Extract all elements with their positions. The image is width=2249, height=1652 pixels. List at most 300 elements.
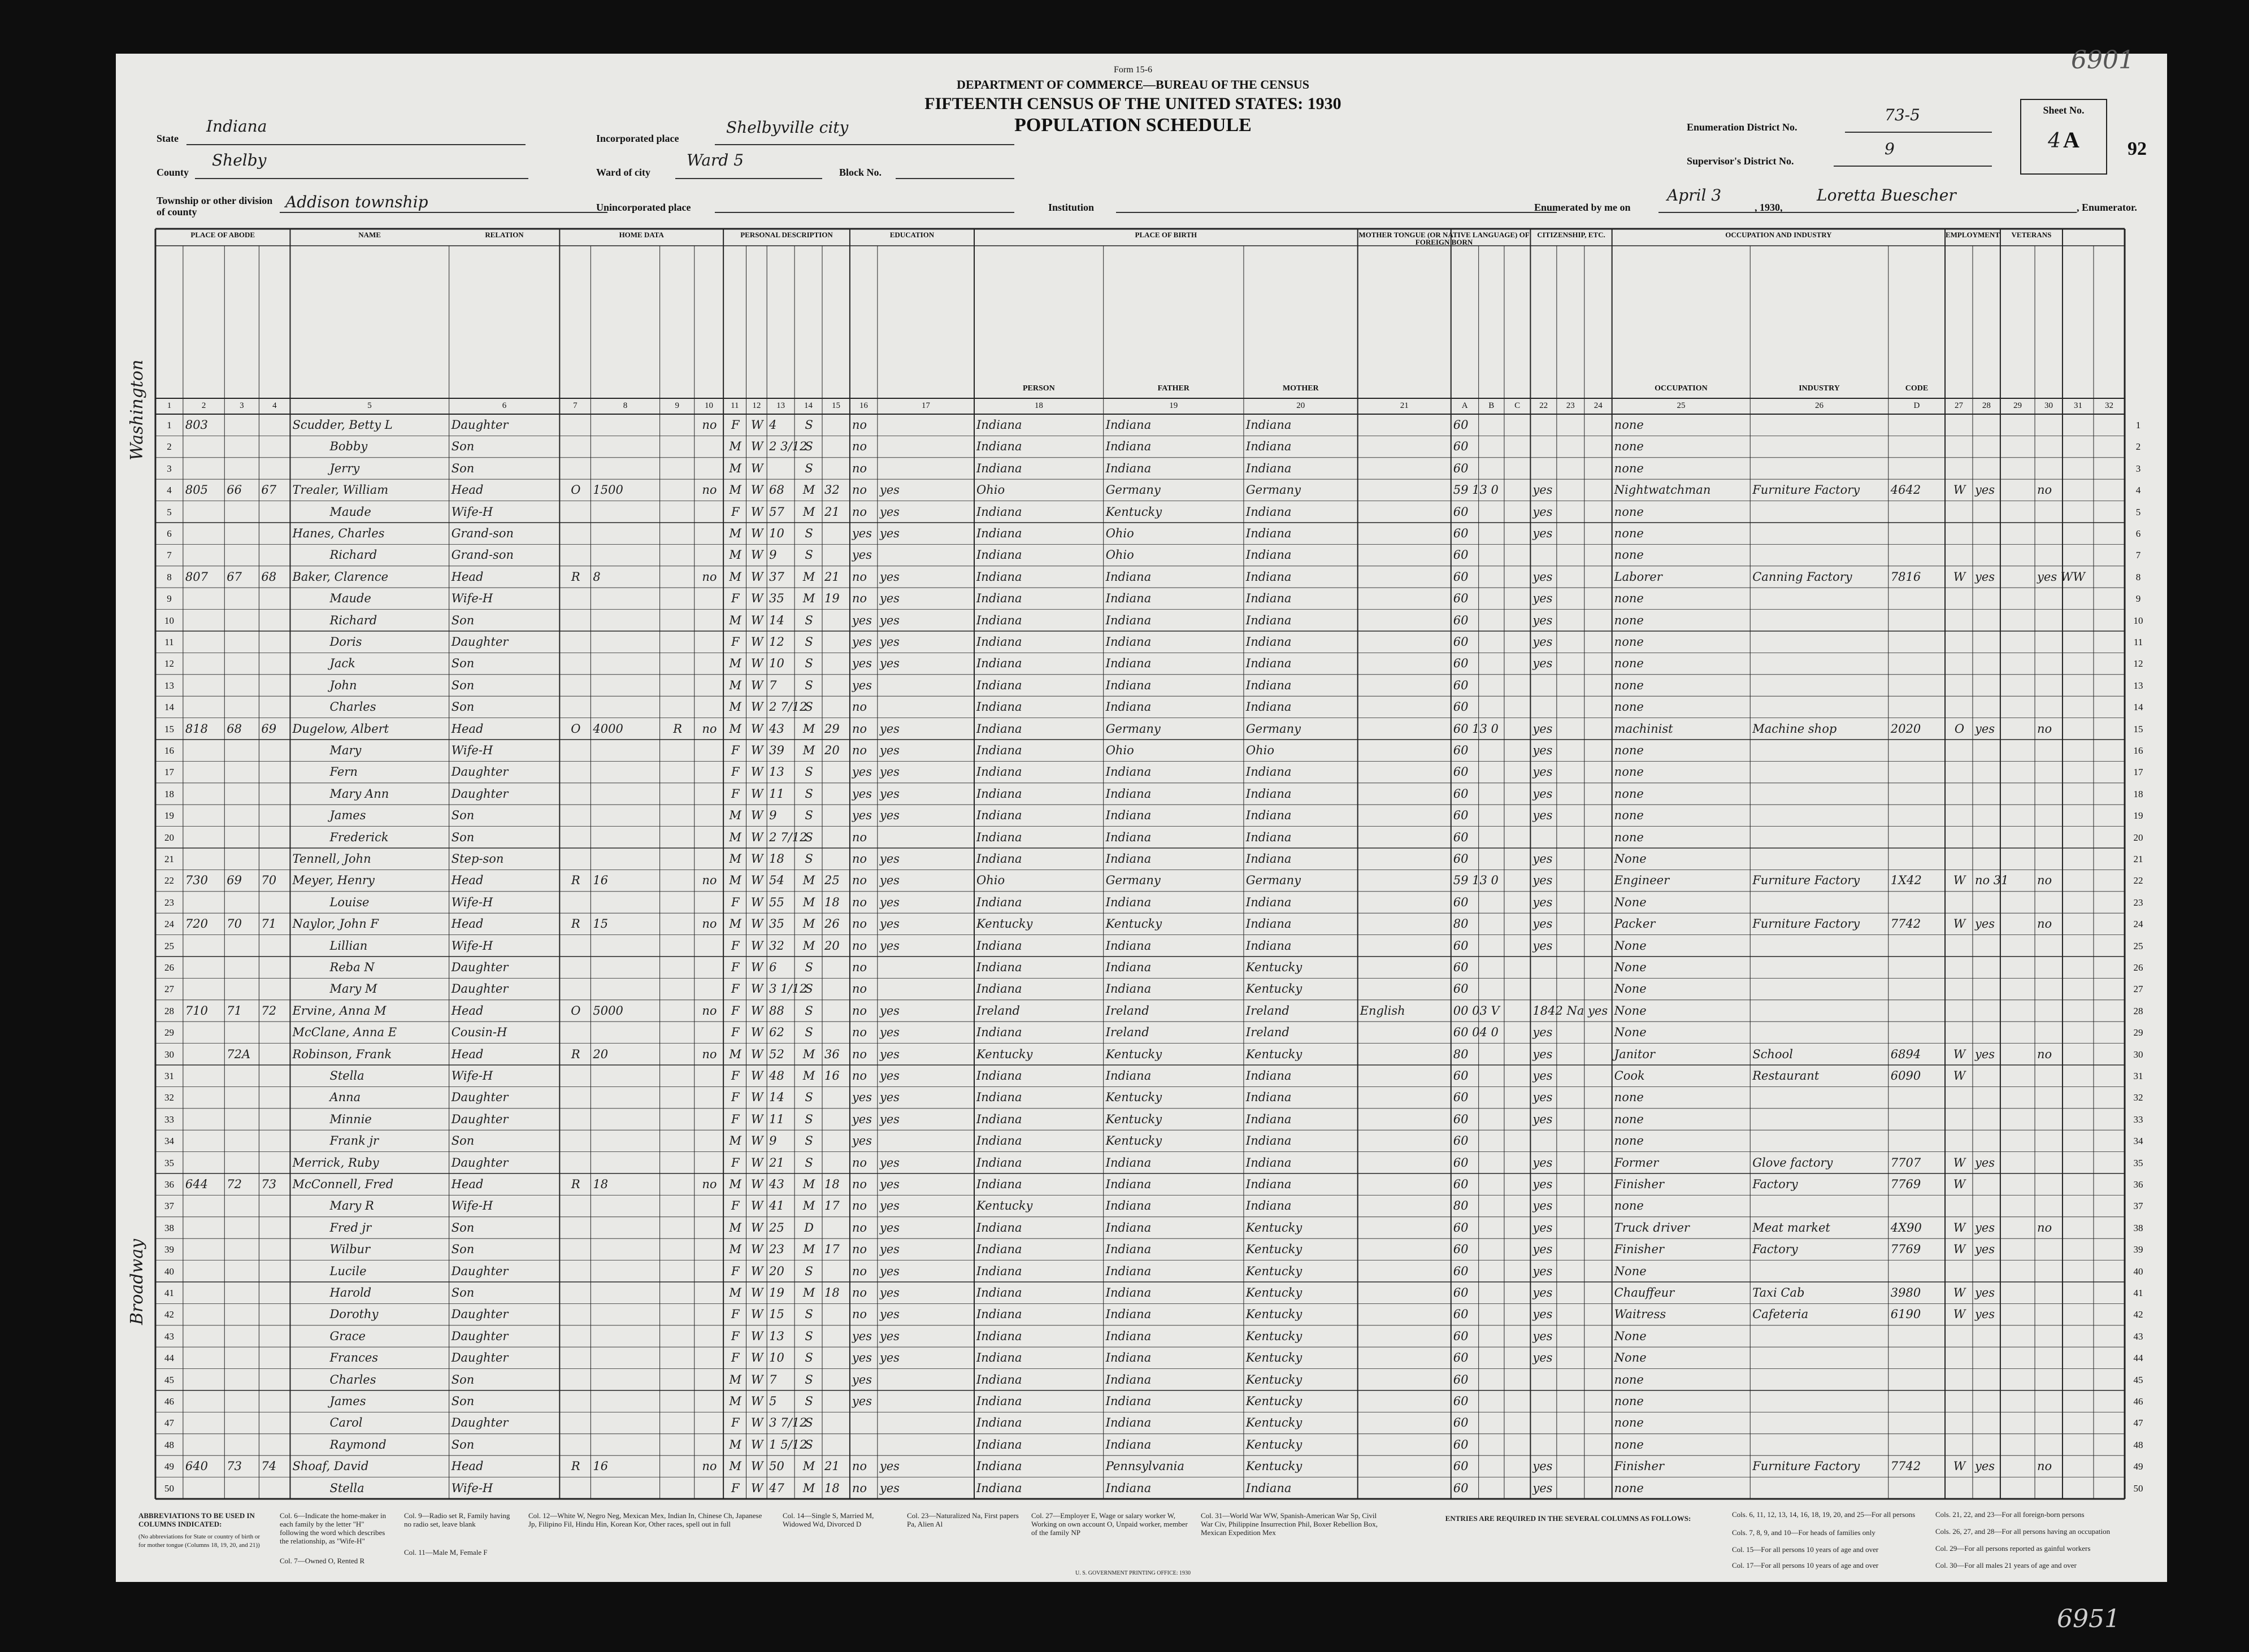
cell-occ: Finisher xyxy=(1614,1242,1664,1257)
cell-sex: F xyxy=(731,1025,740,1040)
cell-age: 10 xyxy=(769,527,784,540)
cell-race: W xyxy=(751,1155,763,1170)
cell-sex: M xyxy=(729,657,742,671)
cell-cit: yes xyxy=(1532,938,1553,953)
cell-agem: 20 xyxy=(824,744,840,757)
cell-race: W xyxy=(751,1372,763,1386)
cell-race: W xyxy=(751,765,763,779)
cell-age: 52 xyxy=(769,1047,784,1061)
footer-col11: Col. 11—Male M, Female F xyxy=(404,1548,488,1557)
cell-emp: yes xyxy=(1974,721,1995,736)
cell-cit: yes xyxy=(1532,1307,1553,1321)
cell-fpob: Indiana xyxy=(1105,1264,1152,1278)
cell-school: yes xyxy=(852,613,872,627)
cell-rel: Wife-H xyxy=(451,895,493,909)
cell-read: yes xyxy=(879,1307,900,1321)
cell-rel: Daughter xyxy=(451,1155,509,1170)
cell-name: Merrick, Ruby xyxy=(292,1155,379,1170)
cell-value: 4000 xyxy=(593,721,623,736)
cell-cit: yes xyxy=(1532,1177,1553,1191)
cell-agem: 21 xyxy=(824,1459,840,1473)
group-heading: HOME DATA xyxy=(619,231,664,239)
cell-age: 88 xyxy=(769,1003,784,1018)
cell-school: no xyxy=(852,1025,867,1040)
cell-cls: W xyxy=(1953,483,1966,497)
cell-icode: 1X42 xyxy=(1890,873,1922,888)
cell-emp: yes xyxy=(1974,569,1995,584)
institution-label: Institution xyxy=(1048,202,1095,213)
cell-icode: 7769 xyxy=(1890,1177,1921,1191)
row-number: 14 xyxy=(164,702,174,713)
cell-race: W xyxy=(751,1459,763,1473)
cell-icode: 7742 xyxy=(1890,917,1921,931)
cell-code: 60 xyxy=(1453,1242,1469,1257)
cell-pob: Indiana xyxy=(976,1351,1022,1365)
column-number: 6 xyxy=(502,401,507,410)
cell-vet: no xyxy=(2037,917,2052,931)
cell-mpob: Indiana xyxy=(1245,700,1292,714)
cell-mpob: Indiana xyxy=(1245,830,1292,844)
group-heading: VETERANS xyxy=(2011,231,2052,239)
entries-3: Col. 15—For all persons 10 years of age and over xyxy=(1732,1545,1879,1554)
cell-mpob: Indiana xyxy=(1245,569,1292,584)
cell-cit: yes xyxy=(1532,635,1553,649)
cell-value: 20 xyxy=(593,1047,609,1061)
cell-school: no xyxy=(852,721,867,736)
cell-sex: M xyxy=(729,721,742,736)
cell-occ: Truck driver xyxy=(1614,1220,1690,1234)
row-number: 31 xyxy=(164,1071,174,1081)
cell-rel: Son xyxy=(451,678,475,692)
cell-pob: Indiana xyxy=(976,1394,1022,1408)
row-number-right: 9 xyxy=(2135,593,2141,605)
entries-6: Cols. 26, 27, and 28—For all persons having an occupation xyxy=(1935,1527,2111,1536)
cell-mpob: Indiana xyxy=(1245,765,1292,779)
row-number-right: 45 xyxy=(2133,1374,2143,1385)
cell-school: no xyxy=(852,1177,867,1191)
cell-read: yes xyxy=(879,1177,900,1191)
cell-occ: none xyxy=(1614,1134,1644,1148)
cell-cit: yes xyxy=(1532,744,1553,757)
column-number: 19 xyxy=(1169,401,1178,410)
cell-fam: 70 xyxy=(261,873,277,888)
cell-read: yes xyxy=(879,483,900,497)
cell-value: 16 xyxy=(593,873,609,888)
cell-mar: M xyxy=(802,895,815,909)
cell-fpob: Kentucky xyxy=(1105,1112,1162,1126)
cell-tenure: O xyxy=(571,483,581,497)
cell-race: W xyxy=(751,461,763,475)
cell-mpob: Indiana xyxy=(1245,1199,1292,1213)
row-number: 23 xyxy=(164,897,174,908)
cell-cit: yes xyxy=(1532,505,1553,519)
cell-race: W xyxy=(751,873,763,888)
cell-name: Charles xyxy=(329,700,376,714)
cell-school: no xyxy=(852,461,867,475)
cell-rel: Head xyxy=(451,873,484,888)
sub-heading-occupation: OCCUPATION xyxy=(1655,384,1708,393)
row-number: 18 xyxy=(164,788,174,799)
row-number: 3 xyxy=(167,463,172,474)
cell-house: 805 xyxy=(185,483,208,497)
cell-cit: yes xyxy=(1532,895,1553,909)
cell-mpob: Indiana xyxy=(1245,613,1292,627)
cell-sex: M xyxy=(729,873,742,888)
row-number-right: 20 xyxy=(2133,832,2143,843)
cell-fpob: Indiana xyxy=(1105,1069,1152,1083)
cell-mar: S xyxy=(805,1416,813,1430)
enumerated-date: April 3 xyxy=(1667,186,1722,205)
cell-school: no xyxy=(852,1003,867,1018)
cell-fpob: Indiana xyxy=(1105,635,1152,649)
cell-fpob: Pennsylvania xyxy=(1105,1459,1184,1473)
cell-icode: 7707 xyxy=(1890,1155,1921,1170)
cell-race: W xyxy=(751,700,763,714)
cell-rel: Head xyxy=(451,721,484,736)
cell-cit: yes xyxy=(1532,483,1553,497)
cell-sex: F xyxy=(731,1329,740,1343)
cell-mar: S xyxy=(805,1351,813,1365)
cell-race: W xyxy=(751,1264,763,1278)
cell-occ: Cook xyxy=(1614,1069,1645,1083)
cell-fpob: Indiana xyxy=(1105,1394,1152,1408)
supervisor-label: Supervisor's District No. xyxy=(1687,155,1794,167)
cell-code: 60 xyxy=(1453,1220,1469,1234)
cell-mar: S xyxy=(805,635,813,649)
cell-name: Hanes, Charles xyxy=(292,527,385,540)
cell-tenure: O xyxy=(571,721,581,736)
cell-rel: Daughter xyxy=(451,982,509,996)
cell-age: 2 3/12 xyxy=(769,440,807,454)
cell-sex: M xyxy=(729,852,742,866)
cell-rel: Head xyxy=(451,569,484,584)
column-number: 15 xyxy=(831,401,840,410)
cell-occ: none xyxy=(1614,527,1644,540)
cell-sex: F xyxy=(731,1481,740,1495)
cell-name: Lucile xyxy=(329,1264,367,1278)
cell-fpob: Indiana xyxy=(1105,700,1152,714)
cell-rel: Grand-son xyxy=(451,548,514,562)
cell-mar: S xyxy=(805,765,813,779)
cell-cit: yes xyxy=(1532,1090,1553,1105)
cell-cit: yes xyxy=(1532,657,1553,671)
row-number-right: 28 xyxy=(2133,1005,2143,1016)
row-number: 38 xyxy=(164,1222,174,1233)
row-number-right: 26 xyxy=(2133,962,2143,973)
cell-house: 640 xyxy=(185,1459,208,1473)
cell-mpob: Ireland xyxy=(1245,1025,1290,1040)
cell-rel: Head xyxy=(451,1047,484,1061)
cell-sex: F xyxy=(731,1090,740,1105)
cell-name: Harold xyxy=(329,1286,372,1299)
cell-school: no xyxy=(852,744,867,757)
row-number: 39 xyxy=(164,1244,174,1255)
footer-col9: Col. 9—Radio set R, Family having no radio set, leave blank xyxy=(404,1511,510,1528)
cell-code: 60 13 0 xyxy=(1453,721,1499,736)
row-number: 46 xyxy=(164,1396,174,1407)
abbrev-title: ABBREVIATIONS TO BE USED IN COLUMNS INDICATED: xyxy=(138,1511,255,1528)
row-number: 29 xyxy=(164,1027,174,1038)
cell-farm: no xyxy=(702,418,717,432)
cell-occ: Former xyxy=(1614,1155,1659,1170)
cell-rel: Daughter xyxy=(451,1264,509,1278)
row-number-right: 25 xyxy=(2133,940,2143,951)
cell-house: 807 xyxy=(185,569,208,584)
row-number-right: 18 xyxy=(2133,788,2143,799)
corner-number-bottom: 6951 xyxy=(2057,1605,2120,1633)
cell-occ: Chauffeur xyxy=(1614,1286,1675,1299)
cell-name: Bobby xyxy=(329,440,368,454)
cell-age: 10 xyxy=(769,657,784,671)
cell-rel: Wife-H xyxy=(451,1199,493,1213)
row-number: 41 xyxy=(164,1288,174,1298)
cell-dw: 73 xyxy=(227,1459,242,1473)
column-number: D xyxy=(1913,401,1920,410)
cell-fam: 67 xyxy=(261,483,277,497)
block-label: Block No. xyxy=(839,167,882,178)
cell-fpob: Ohio xyxy=(1105,744,1134,757)
cell-age: 9 xyxy=(769,808,777,823)
cell-mpob: Indiana xyxy=(1245,938,1292,953)
cell-school: yes xyxy=(852,1329,872,1343)
cell-age: 62 xyxy=(769,1025,784,1040)
row-number-right: 7 xyxy=(2135,550,2141,561)
cell-occ: none xyxy=(1614,548,1644,562)
cell-name: James xyxy=(329,808,366,823)
cell-name: Mary Ann xyxy=(329,786,389,801)
cell-mpob: Kentucky xyxy=(1245,1286,1302,1299)
cell-school: no xyxy=(852,852,867,866)
cell-mpob: Kentucky xyxy=(1245,1394,1302,1408)
row-number: 50 xyxy=(164,1483,174,1494)
row-number: 22 xyxy=(164,875,174,886)
cell-occ: none xyxy=(1614,505,1644,519)
cell-occ: Waitress xyxy=(1614,1307,1666,1321)
row-number-right: 49 xyxy=(2133,1461,2143,1472)
cell-code: 60 xyxy=(1453,786,1469,801)
cell-pob: Indiana xyxy=(976,1177,1022,1191)
cell-pob: Indiana xyxy=(976,1134,1022,1148)
row-number-right: 48 xyxy=(2133,1439,2143,1450)
cell-pob: Indiana xyxy=(976,1112,1022,1126)
cell-rel: Daughter xyxy=(451,1351,509,1365)
cell-name: Mary xyxy=(329,744,362,757)
cell-name: Naylor, John F xyxy=(292,917,379,931)
cell-mar: S xyxy=(805,1307,813,1321)
cell-school: no xyxy=(852,1264,867,1278)
cell-name: Dugelow, Albert xyxy=(292,721,389,736)
cell-pob: Indiana xyxy=(976,744,1022,757)
cell-school: yes xyxy=(852,527,872,540)
cell-pob: Indiana xyxy=(976,418,1022,432)
cell-code: 60 xyxy=(1453,960,1469,974)
cell-mpob: Indiana xyxy=(1245,1481,1292,1495)
cell-occ: none xyxy=(1614,1416,1644,1430)
row-number-right: 4 xyxy=(2135,485,2141,496)
cell-mar: M xyxy=(802,569,815,584)
cell-read: yes xyxy=(879,1264,900,1278)
census-title: FIFTEENTH CENSUS OF THE UNITED STATES: 1930 xyxy=(924,94,1341,113)
cell-house: 730 xyxy=(185,873,208,888)
cell-name: Robinson, Frank xyxy=(292,1047,392,1061)
cell-occ: none xyxy=(1614,765,1644,779)
cell-code: 60 xyxy=(1453,982,1469,996)
cell-icode: 6090 xyxy=(1890,1069,1921,1083)
cell-name: Tennell, John xyxy=(292,852,371,866)
row-number: 35 xyxy=(164,1157,174,1168)
cell-sex: F xyxy=(731,1264,740,1278)
cell-pob: Indiana xyxy=(976,1090,1022,1105)
cell-occ: Packer xyxy=(1614,917,1656,931)
cell-school: no xyxy=(852,1069,867,1083)
cell-fpob: Indiana xyxy=(1105,657,1152,671)
cell-mar: M xyxy=(802,917,815,931)
cell-farm: no xyxy=(702,721,717,736)
cell-rel: Head xyxy=(451,483,484,497)
cell-tenure: R xyxy=(571,1047,580,1061)
cell-code: 60 xyxy=(1453,1134,1469,1148)
cell-name: Jerry xyxy=(329,461,360,475)
cell-fpob: Indiana xyxy=(1105,808,1152,823)
cell-occ: none xyxy=(1614,461,1644,475)
cell-mpob: Germany xyxy=(1245,483,1301,497)
cell-code: 60 xyxy=(1453,1416,1469,1430)
cell-icode: 3980 xyxy=(1890,1286,1921,1299)
cell-age: 13 xyxy=(769,765,784,779)
cell-occ: None xyxy=(1614,1003,1647,1018)
cell-icode: 7816 xyxy=(1890,569,1921,584)
row-number: 27 xyxy=(164,984,174,995)
cell-pob: Indiana xyxy=(976,1307,1022,1321)
column-number: 22 xyxy=(1539,401,1548,410)
cell-rel: Head xyxy=(451,917,484,931)
cell-name: Jack xyxy=(329,657,355,671)
row-number: 20 xyxy=(164,832,174,843)
column-number: 17 xyxy=(921,401,930,410)
cell-cit: yes xyxy=(1532,1112,1553,1126)
cell-sex: M xyxy=(729,483,742,497)
row-number-right: 38 xyxy=(2133,1222,2143,1233)
row-number-right: 39 xyxy=(2133,1244,2143,1255)
cell-school: no xyxy=(852,483,867,497)
cell-pob: Indiana xyxy=(976,1437,1022,1451)
cell-mar: S xyxy=(805,852,813,866)
cell-code: 60 xyxy=(1453,765,1469,779)
row-number: 2 xyxy=(167,441,172,453)
cell-code: 60 xyxy=(1453,1372,1469,1386)
cell-mar: M xyxy=(802,1459,815,1473)
cell-race: W xyxy=(751,592,763,606)
cell-rel: Daughter xyxy=(451,1329,509,1343)
row-number-right: 5 xyxy=(2135,506,2141,518)
cell-read: yes xyxy=(879,917,900,931)
cell-pob: Indiana xyxy=(976,1025,1022,1040)
row-number: 49 xyxy=(164,1461,174,1472)
cell-read: yes xyxy=(879,1459,900,1473)
row-number-right: 46 xyxy=(2133,1396,2143,1407)
cell-race: W xyxy=(751,1199,763,1213)
cell-mar: D xyxy=(804,1220,814,1234)
cell-name: Reba N xyxy=(329,960,375,974)
cell-occ: none xyxy=(1614,1437,1644,1451)
cell-age: 54 xyxy=(769,873,784,888)
cell-mar: M xyxy=(802,1047,815,1061)
cell-pob: Indiana xyxy=(976,548,1022,562)
cell-occ: Finisher xyxy=(1614,1177,1664,1191)
cell-age: 3 7/12 xyxy=(769,1416,807,1430)
cell-school: no xyxy=(852,982,867,996)
cell-agem: 29 xyxy=(824,721,840,736)
cell-fpob: Germany xyxy=(1105,873,1161,888)
cell-rel: Son xyxy=(451,1242,475,1257)
cell-code: 60 xyxy=(1453,830,1469,844)
cell-fpob: Indiana xyxy=(1105,592,1152,606)
row-number-right: 31 xyxy=(2133,1071,2143,1081)
row-number: 9 xyxy=(167,593,172,605)
row-number-right: 42 xyxy=(2133,1309,2143,1320)
cell-code: 60 xyxy=(1453,613,1469,627)
cell-school: yes xyxy=(852,1394,872,1408)
cell-sex: F xyxy=(731,418,740,432)
cell-sex: M xyxy=(729,569,742,584)
cell-name: Frances xyxy=(329,1351,379,1365)
cell-read: yes xyxy=(879,1155,900,1170)
column-number: 24 xyxy=(1594,401,1603,410)
cell-mar: S xyxy=(805,1025,813,1040)
cell-race: W xyxy=(751,1351,763,1365)
cell-school: no xyxy=(852,1307,867,1321)
cell-fpob: Indiana xyxy=(1105,1286,1152,1299)
column-number: 1 xyxy=(167,401,172,410)
row-number-right: 19 xyxy=(2133,810,2143,821)
cell-code: 60 xyxy=(1453,938,1469,953)
cell-sex: M xyxy=(729,613,742,627)
cell-code: 60 xyxy=(1453,527,1469,540)
cell-mpob: Kentucky xyxy=(1245,982,1302,996)
cell-dw: 72A xyxy=(227,1047,251,1061)
cell-sex: M xyxy=(729,527,742,540)
row-number: 30 xyxy=(164,1049,174,1060)
cell-mar: S xyxy=(805,440,813,454)
cell-name: Carol xyxy=(329,1416,363,1430)
cell-rel: Step-son xyxy=(451,852,504,866)
row-number: 33 xyxy=(164,1114,174,1125)
cell-code: 60 xyxy=(1453,1459,1469,1473)
cell-value: 16 xyxy=(593,1459,609,1473)
cell-fpob: Indiana xyxy=(1105,1307,1152,1321)
cell-code: 60 xyxy=(1453,1112,1469,1126)
cell-age: 25 xyxy=(769,1220,784,1234)
cell-fpob: Kentucky xyxy=(1105,1047,1162,1061)
cell-name: Frederick xyxy=(329,830,389,844)
cell-cit: yes xyxy=(1532,852,1553,866)
cell-code: 60 xyxy=(1453,440,1469,454)
cell-agem: 25 xyxy=(824,873,840,888)
cell-agem: 17 xyxy=(824,1242,840,1257)
cell-cit: 1842 Na yes xyxy=(1532,1003,1608,1018)
group-heading: EMPLOYMENT xyxy=(1945,231,2000,239)
cell-code: 59 13 0 xyxy=(1453,483,1499,497)
cell-race: W xyxy=(751,744,763,757)
cell-race: W xyxy=(751,635,763,649)
cell-race: W xyxy=(751,917,763,931)
cell-school: yes xyxy=(852,1134,872,1148)
cell-code: 60 xyxy=(1453,852,1469,866)
cell-mar: S xyxy=(805,678,813,692)
cell-icode: 7769 xyxy=(1890,1242,1921,1257)
schedule-title: POPULATION SCHEDULE xyxy=(1014,115,1252,136)
row-number-right: 1 xyxy=(2135,420,2141,431)
